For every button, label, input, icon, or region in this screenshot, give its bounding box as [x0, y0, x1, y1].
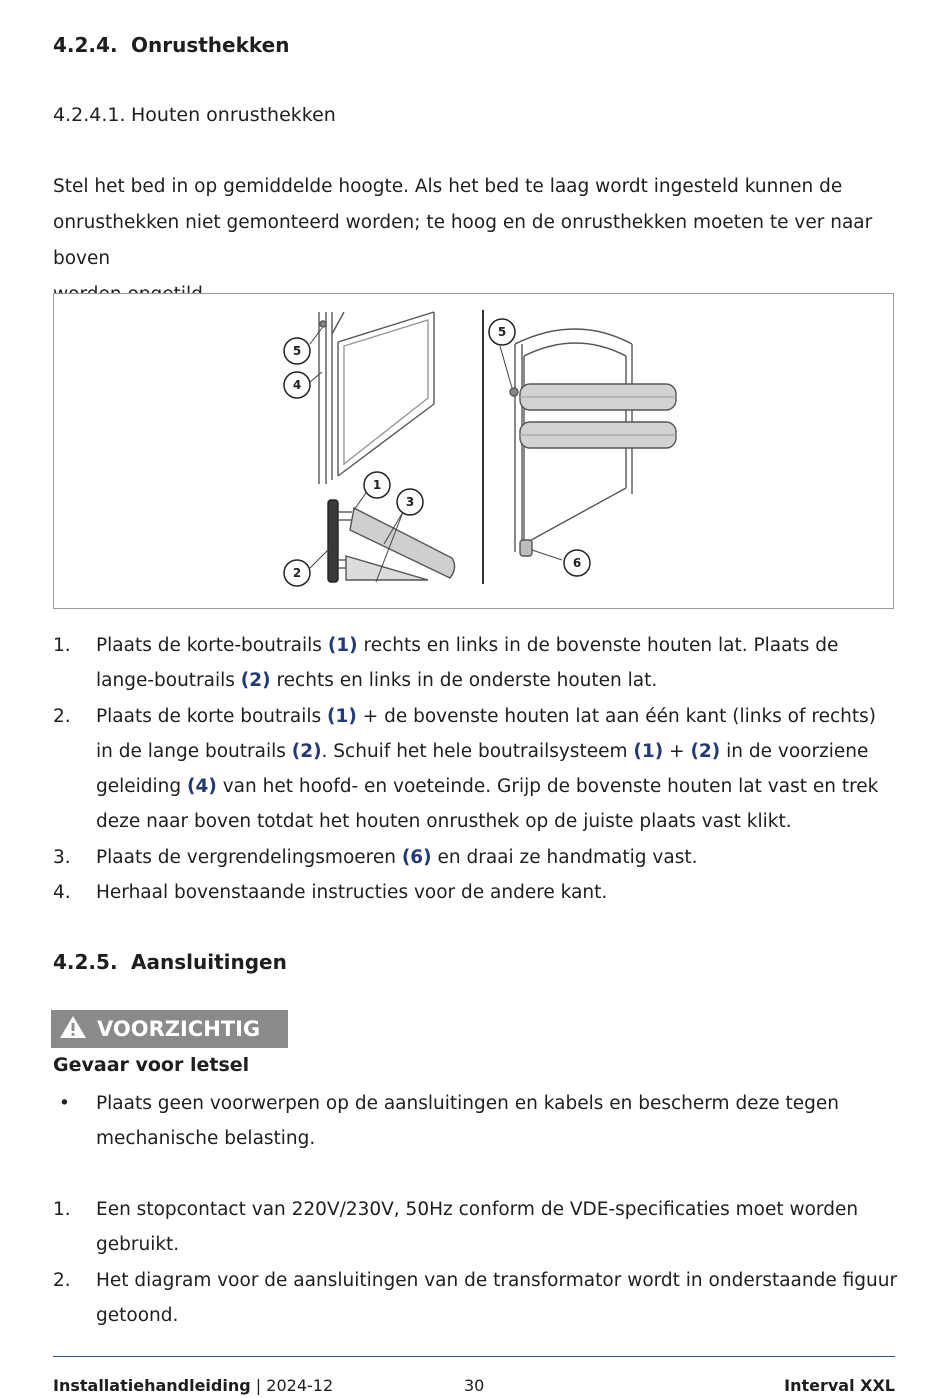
section-heading	[53, 33, 289, 57]
footer-rule	[53, 1356, 895, 1357]
step-text: van het hoofd- en voeteinde. Grijp de bovenste houten lat vast en trek deze naar boven totdat het houten onrusthek op de juiste plaats vast klikt.	[96, 776, 879, 833]
subsection-number: 4.2.4.1.	[53, 104, 126, 126]
callout-5-right	[489, 319, 515, 345]
list-item	[53, 1086, 898, 1156]
warning-label: VOORZICHTIG	[97, 1017, 261, 1041]
step-number: 4.	[53, 882, 71, 904]
section-number: 4.2.4.	[53, 33, 118, 57]
section2-number: 4.2.5.	[53, 950, 118, 974]
callout-label: 2	[292, 566, 302, 580]
callout-label: 6	[572, 556, 582, 570]
step-number: 1.	[53, 635, 71, 656]
callout-3	[397, 489, 423, 515]
step-text: rechts en links in de bovenste houten lat. Plaats de lange-boutrails	[96, 635, 839, 692]
callout-5-left	[284, 338, 310, 364]
callout-6	[564, 550, 590, 576]
step-number: 1.	[53, 1199, 71, 1220]
callout-label: 3	[405, 495, 415, 509]
footer-doc-title: Installatiehandleiding	[53, 1376, 251, 1395]
callout-2	[284, 560, 310, 586]
step-text: rechts en links in de onderste houten lat.	[270, 670, 658, 692]
part-reference: (1)	[327, 705, 357, 727]
step-text: Het diagram voor de aansluitingen van de transformator wordt in onderstaande figuur getoond.	[96, 1269, 898, 1326]
callout-label: 1	[372, 478, 382, 492]
step-number: 2.	[53, 1269, 71, 1291]
part-reference: (4)	[187, 776, 217, 798]
step-text: Een stopcontact van 220V/230V, 50Hz conform de VDE-specificaties moet worden gebruikt.	[96, 1199, 859, 1256]
callout-label: 5	[292, 344, 302, 358]
intro-paragraph	[53, 169, 893, 313]
list-item	[53, 1263, 898, 1334]
part-reference: (1)	[633, 740, 664, 762]
callout-label: 4	[292, 378, 302, 392]
footer-page-number: 30	[464, 1376, 485, 1395]
step-text: +	[663, 740, 691, 762]
step-text: Plaats de korte-boutrails	[96, 635, 328, 656]
footer-date: 2024-12	[266, 1376, 334, 1395]
subsection-heading	[53, 104, 336, 126]
assembly-steps	[53, 628, 898, 910]
assembly-figure	[53, 293, 894, 609]
list-item	[53, 628, 898, 699]
bullet-symbol: •	[59, 1093, 70, 1114]
part-reference: (6)	[401, 846, 432, 868]
warning-subtitle: Gevaar voor letsel	[53, 1054, 250, 1076]
warning-banner	[51, 1010, 288, 1048]
step-text: Plaats de vergrendelingsmoeren	[96, 846, 402, 868]
footer-doc	[53, 1376, 333, 1395]
warning-triangle-icon	[59, 1015, 87, 1044]
warning-bullets	[53, 1086, 898, 1156]
section-title: Onrusthekken	[131, 33, 290, 57]
part-reference: (2)	[690, 740, 721, 762]
subsection-title: Houten onrusthekken	[131, 104, 336, 126]
step-text: + de bovenste houten lat aan één kant (links of rechts) in de lange boutrails	[96, 705, 876, 762]
step-number: 2.	[53, 705, 71, 727]
intro-line: Stel het bed in op gemiddelde hoogte. Als het bed te laag wordt ingesteld kunnen de	[53, 176, 843, 197]
step-text: en draai ze handmatig vast.	[431, 846, 698, 868]
list-item	[53, 840, 898, 875]
part-reference: (2)	[291, 740, 322, 762]
footer-product: Interval XXL	[784, 1376, 895, 1395]
bullet-text: Plaats geen voorwerpen op de aansluitingen en kabels en bescherm deze tegen mechanische belasting.	[96, 1093, 840, 1149]
callout-4	[284, 372, 310, 398]
part-reference: (2)	[240, 670, 271, 692]
step-text: Herhaal bovenstaande instructies voor de andere kant.	[96, 882, 608, 904]
step-number: 3.	[53, 846, 71, 868]
list-item	[53, 875, 898, 910]
section-heading-2	[53, 950, 287, 974]
connection-steps	[53, 1192, 898, 1333]
callout-1	[364, 472, 390, 498]
step-text: in de voorziene geleiding	[96, 740, 869, 798]
part-reference: (1)	[327, 635, 358, 656]
footer-separator: |	[255, 1376, 262, 1395]
intro-line: onrusthekken niet gemonteerd worden; te hoog en de onrusthekken moeten te ver naar boven	[53, 212, 873, 269]
list-item	[53, 1192, 898, 1263]
step-text: . Schuif het hele boutrailsysteem	[321, 740, 634, 762]
step-text: Plaats de korte boutrails	[96, 705, 328, 727]
list-item	[53, 699, 898, 840]
section2-title: Aansluitingen	[131, 950, 287, 974]
callout-label: 5	[497, 325, 507, 339]
assembly-illustration	[54, 294, 895, 610]
